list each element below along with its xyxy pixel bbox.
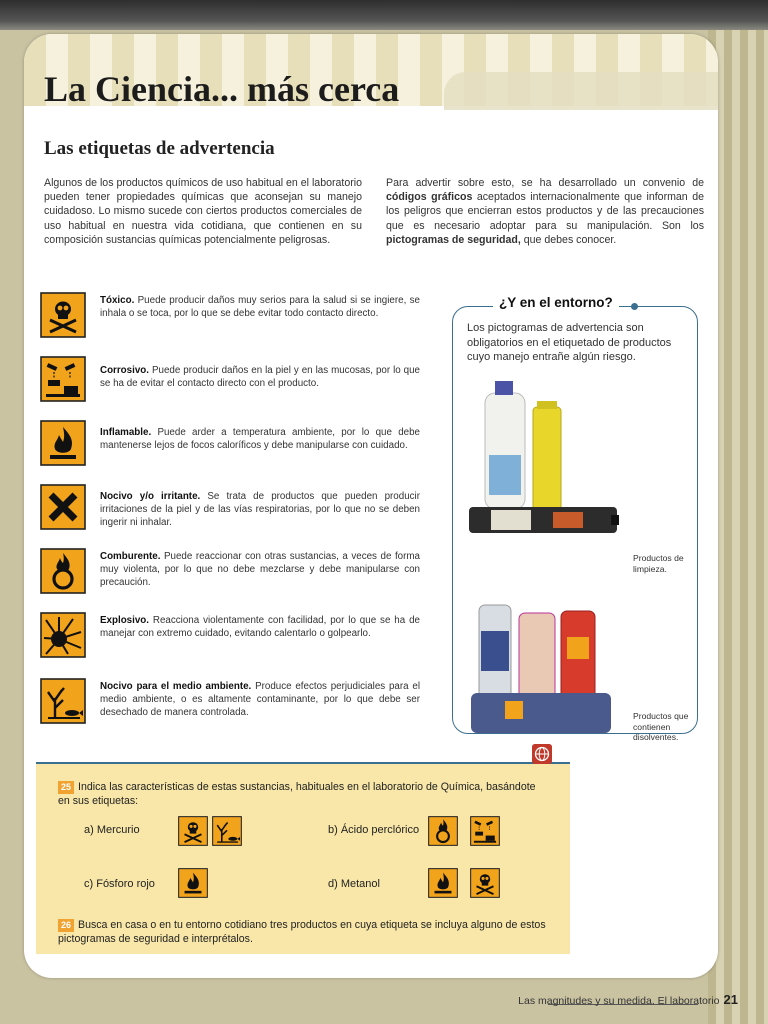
pictogram-name: Tóxico. <box>100 295 135 306</box>
pictogram-item-nocivo-irritante <box>40 484 424 536</box>
pictogram-description <box>100 680 420 719</box>
dead-tree-fish-icon <box>40 678 86 724</box>
header-tab <box>444 72 718 110</box>
pictogram-description <box>100 614 420 640</box>
flame-icon <box>178 868 208 898</box>
intro-right-bold-1: códigos gráficos <box>386 191 473 204</box>
pictogram-item-inflamable <box>40 420 424 472</box>
corrosive-icon <box>470 816 500 846</box>
pictogram-name: Comburente. <box>100 551 161 562</box>
skull-crossbones-icon <box>178 816 208 846</box>
activity-number: 26 <box>58 919 74 932</box>
pictogram-text: Reacciona violentamente con facilidad, por lo que se ha de manejar con extremo cuidado, evitando calentarlo o golpearlo. <box>100 615 420 639</box>
cleaning-products-caption: Productos de limpieza. <box>633 553 684 574</box>
activity-item-fosforo-rojo: c) Fósforo rojo <box>84 878 155 890</box>
intro-right-paragraph <box>386 176 704 247</box>
pictogram-description <box>100 550 420 589</box>
activity-item-acido-perclorico: b) Ácido perclórico <box>328 824 420 836</box>
pictogram-text: Puede reaccionar con otras sustancias, a veces de forma muy violenta, por lo que no debe mezclarse y debe manipularse con precaución. <box>100 551 420 588</box>
activity-25 <box>58 780 548 808</box>
page-footer <box>518 992 738 1007</box>
flame-icon <box>40 420 86 466</box>
pictogram-item-comburente <box>40 548 424 600</box>
activity-number: 25 <box>58 781 74 794</box>
scan-top-edge <box>0 0 768 30</box>
pictogram-text: Puede arder a temperatura ambiente, por lo que debe mantenerse lejos de focos caloríficos y debe manipularse con cuidado. <box>100 427 420 451</box>
activity-26 <box>58 918 548 946</box>
skull-crossbones-icon <box>470 868 500 898</box>
flame-over-circle-icon <box>428 816 458 846</box>
pictogram-name: Nocivo y/o irritante. <box>100 491 201 502</box>
pictogram-name: Nocivo para el medio ambiente. <box>100 681 252 692</box>
entorno-text: Los pictogramas de advertencia son obligatorios en el etiquetado de productos cuyo manejo entrañe algún riesgo. <box>467 322 672 363</box>
intro-right-text-1: Para advertir sobre esto, se ha desarrollado un convenio de <box>386 177 704 189</box>
flame-over-circle-icon <box>40 548 86 594</box>
page-number: 21 <box>723 992 738 1007</box>
dead-tree-fish-icon <box>212 816 242 846</box>
pictogram-text: Puede producir daños en la piel y en las mucosas, por lo que se ha de evitar el contacto directo con el producto. <box>100 365 420 389</box>
pictogram-text: Produce efectos perjudiciales para el medio ambiente, o es altamente contaminante, por lo que debe ser desechado de manera controlada. <box>100 681 420 718</box>
pictogram-name: Corrosivo. <box>100 365 149 376</box>
corrosive-icon <box>40 356 86 402</box>
subtitle: Las etiquetas de advertencia <box>44 138 275 159</box>
pictogram-text: Se trata de productos que pueden producir irritaciones de la piel y de las vías respiratorias, por lo que no se deben ingerir ni inhalar. <box>100 491 420 528</box>
intro-right-text-2: aceptados internacionalmente que informan de los peligros que encierran estos productos y de las precauciones que es necesario adoptar para su manipulación. Son los <box>386 191 705 232</box>
skull-crossbones-icon <box>40 292 86 338</box>
pictogram-item-toxico <box>40 292 424 344</box>
book-page <box>24 34 718 978</box>
pictogram-text: Puede producir daños muy serios para la salud si se ingiere, se inhala o se toca, por lo que se debe evitar todo contacto directo. <box>100 295 420 319</box>
entorno-title: ¿Y en el entorno? <box>493 295 619 310</box>
intro-right-bold-2: pictogramas de seguridad, <box>386 233 521 246</box>
pictogram-description <box>100 426 420 452</box>
pictogram-item-medio-ambiente <box>40 678 424 730</box>
footer-text: Las magnitudes y su medida. El laboratorio <box>518 995 720 1007</box>
pictogram-description <box>100 490 420 529</box>
activity-item-metanol: d) Metanol <box>328 878 380 890</box>
cleaning-products-photo <box>461 379 621 549</box>
pictogram-description <box>100 294 420 320</box>
pictogram-item-corrosivo <box>40 356 424 408</box>
section-title: La Ciencia... más cerca <box>44 69 400 109</box>
activities-box <box>36 762 570 954</box>
intro-left-paragraph: Algunos de los productos químicos de uso habitual en el laboratorio pueden tener propiedades químicas que aconsejan su manejo cuidadoso. Lo mismo sucede con ciertos productos comerciales de uso habitual en nuestra vida cotidiana, que contienen en su composición sustancias químicas potencialmente peligrosas. <box>44 177 363 246</box>
intro-right-text-3: que debes conocer. <box>520 233 617 246</box>
activities-top-rule <box>36 762 570 764</box>
pictogram-name: Inflamable. <box>100 427 152 438</box>
solvent-products-photo <box>461 597 621 733</box>
flame-icon <box>428 868 458 898</box>
pictogram-name: Explosivo. <box>100 615 149 626</box>
x-cross-icon <box>40 484 86 530</box>
activity-item-mercurio: a) Mercurio <box>84 824 140 836</box>
pictogram-description <box>100 364 420 390</box>
solvent-products-caption: Productos que contienen disolventes. <box>633 711 689 742</box>
entorno-dot-icon <box>631 303 638 310</box>
activity-26-text: Busca en casa o en tu entorno cotidiano tres productos en cuya etiqueta se incluya alguno de estos pictogramas de seguridad e interprétalos. <box>58 919 546 945</box>
entorno-box <box>452 295 698 742</box>
activity-25-text: Indica las características de estas sustancias, habituales en el laboratorio de Química, basándote en sus etiquetas: <box>58 781 536 807</box>
explosion-icon <box>40 612 86 658</box>
pictogram-item-explosivo <box>40 612 424 664</box>
globe-icon <box>532 744 552 764</box>
